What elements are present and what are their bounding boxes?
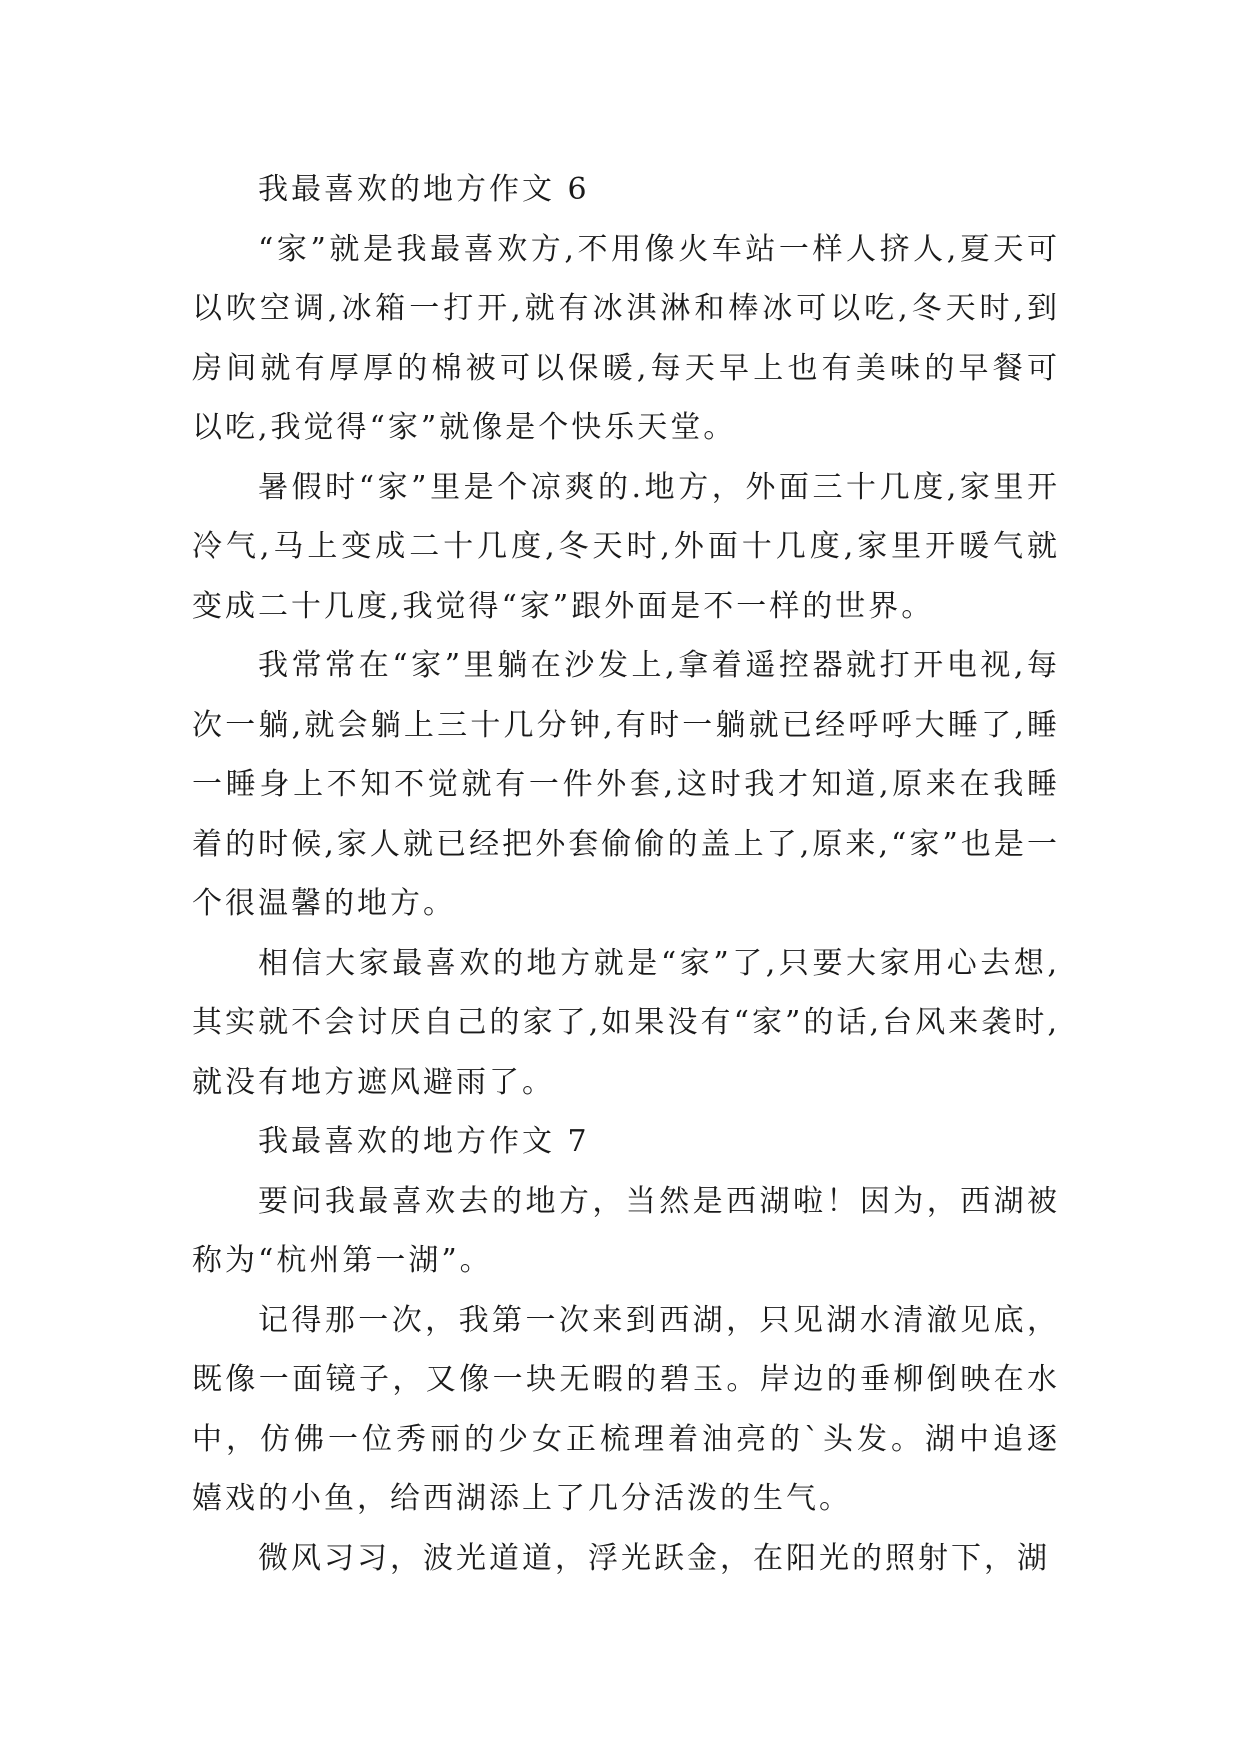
paragraph: 相信大家最喜欢的地方就是“家”了,只要大家用心去想,其实就不会讨厌自己的家了,如果没有“家”的话,台风来袭时,就没有地方遮风避雨了。: [192, 945, 1060, 1100]
paragraph: 我常常在“家”里躺在沙发上,拿着遥控器就打开电视,每次一躺,就会躺上三十几分钟,有时一躺就已经呼呼大睡了,睡一睡身上不知不觉就有一件外套,这时我才知道,原来在我睡着的时候,家人就已经把外套偷偷的盖上了,原来,“家”也是一个很温馨的地方。: [192, 648, 1060, 921]
document-body: [192, 160, 1060, 1588]
paragraph: 记得那一次，我第一次来到西湖，只见湖水清澈见底，既像一面镜子，又像一块无暇的碧玉。岸边的垂柳倒映在水中，仿佛一位秀丽的少女正梳理着油亮的`头发。湖中追逐嬉戏的小鱼，给西湖添上了几分活泼的生气。: [192, 1302, 1060, 1516]
section-title: 我最喜欢的地方作文 6: [258, 172, 590, 207]
paragraph: “家”就是我最喜欢方,不用像火车站一样人挤人,夏天可以吹空调,冰箱一打开,就有冰淇淋和棒冰可以吃,冬天时,到房间就有厚厚的棉被可以保暖,每天早上也有美味的早餐可以吃,我觉得“家”就像是个快乐天堂。: [192, 231, 1060, 445]
paragraph: 暑假时“家”里是个凉爽的.地方，外面三十几度,家里开冷气,马上变成二十几度,冬天时,外面十几度,家里开暖气就变成二十几度,我觉得“家”跟外面是不一样的世界。: [192, 469, 1060, 624]
paragraph: 微风习习，波光道道，浮光跃金，在阳光的照射下，湖: [258, 1540, 1050, 1576]
section-title: 我最喜欢的地方作文 7: [258, 1124, 590, 1159]
paragraph: 要问我最喜欢去的地方，当然是西湖啦！因为，西湖被称为“杭州第一湖”。: [192, 1183, 1060, 1278]
